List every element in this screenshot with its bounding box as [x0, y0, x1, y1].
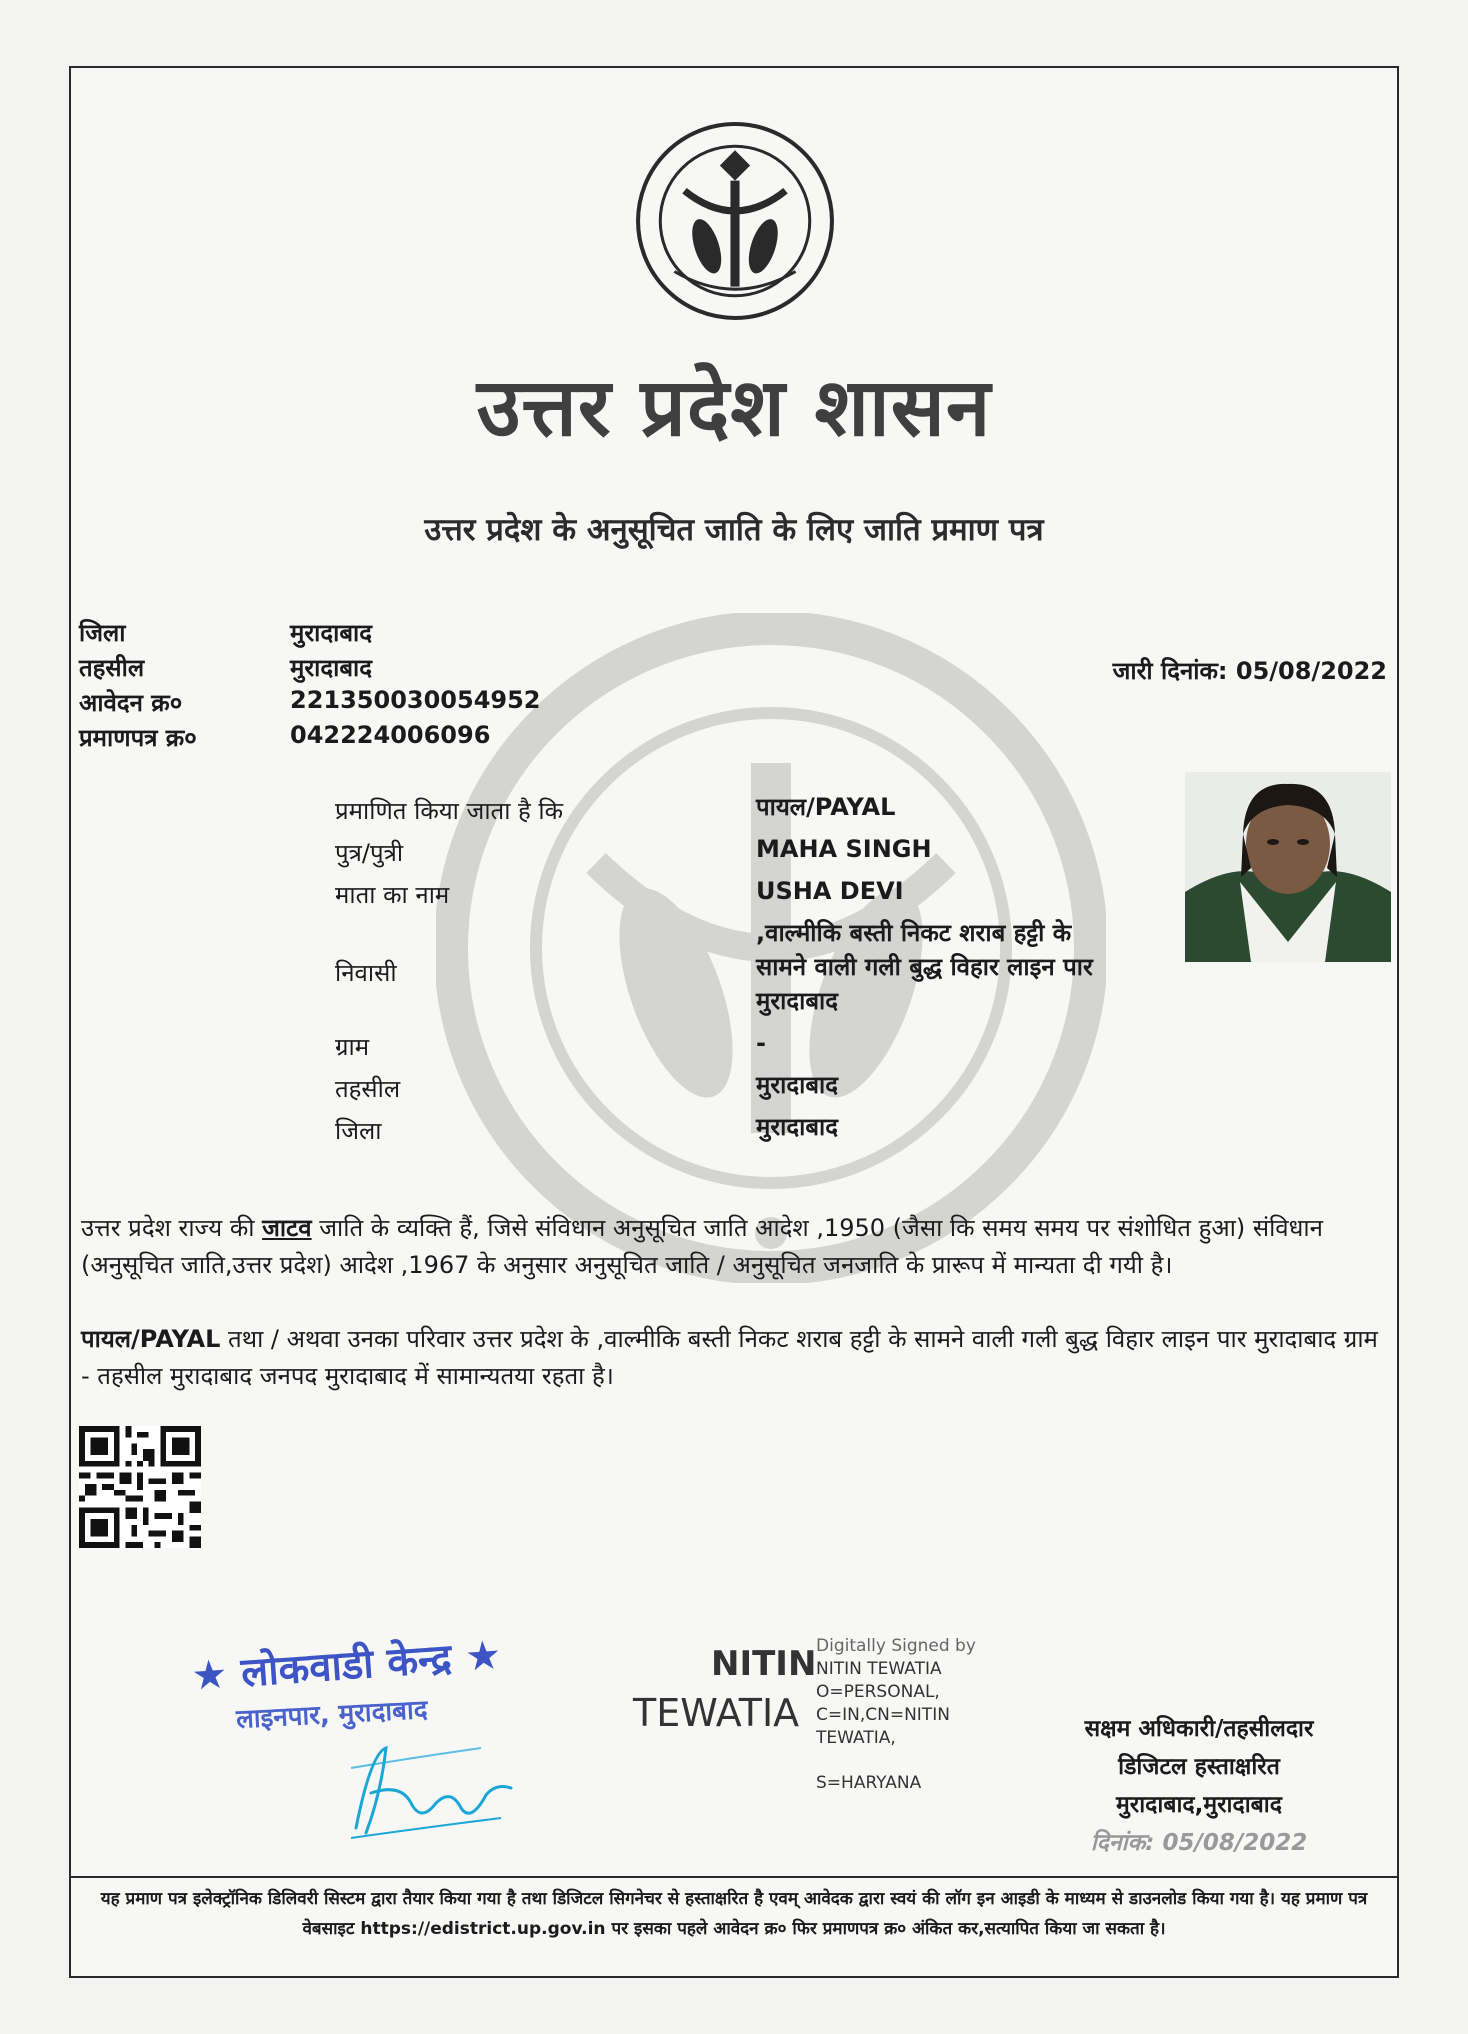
- resident-line-3: मुरादाबाद: [756, 987, 839, 1015]
- meta-certificate-number: 042224006096: [290, 721, 491, 749]
- caste-statement: [81, 1210, 1381, 1284]
- signature-line-3: O=PERSONAL,: [816, 1682, 940, 1702]
- resident-line-2: सामने वाली गली बुद्ध विहार लाइन पार: [756, 953, 1093, 981]
- signature-line-1: Digitally Signed by: [816, 1636, 976, 1656]
- signature-line-5: TEWATIA,: [816, 1728, 896, 1748]
- village-value: -: [756, 1029, 766, 1057]
- certified-label: प्रमाणित किया जाता है कि: [335, 797, 564, 825]
- certificate-subtitle: उत्तर प्रदेश के अनुसूचित जाति के लिए जाति प्रमाण पत्र: [424, 512, 1044, 548]
- resident-line-1: ,वाल्मीकि बस्ती निकट शराब हट्टी के: [756, 919, 1072, 947]
- officer-digital-signed: डिजिटल हस्ताक्षरित: [1118, 1754, 1280, 1780]
- resident-label: निवासी: [335, 959, 397, 987]
- village-label: ग्राम: [335, 1033, 370, 1061]
- signer-first-name: NITIN: [711, 1644, 817, 1684]
- residence-statement: [81, 1321, 1381, 1395]
- parent-label: पुत्र/पुत्री: [335, 839, 404, 867]
- signature-line-6: S=HARYANA: [816, 1773, 922, 1793]
- parent-name: MAHA SINGH: [756, 835, 932, 863]
- footer-divider: [71, 1876, 1397, 1878]
- mother-label: माता का नाम: [335, 881, 450, 909]
- caste-statement-start: उत्तर प्रदेश राज्य की: [81, 1214, 263, 1242]
- certificate-frame: [69, 66, 1399, 1978]
- up-emblem-icon: [634, 120, 836, 322]
- caste-name: जाटव: [262, 1214, 312, 1242]
- meta-tehsil-label: तहसील: [79, 654, 145, 682]
- signer-last-name: TEWATIA: [633, 1691, 800, 1735]
- stamp-center-name: ★ लोकवाडी केन्द्र ★: [189, 1632, 503, 1700]
- signature-line-2: NITIN TEWATIA: [816, 1659, 942, 1679]
- meta-application-number: 221350030054952: [290, 686, 541, 714]
- officer-designation: सक्षम अधिकारी/तहसीलदार: [1084, 1716, 1314, 1742]
- residence-statement-rest: तथा / अथवा उनका परिवार उत्तर प्रदेश के ,वाल्मीकि बस्ती निकट शराब हट्टी के सामने वाली गली बुद्ध विहार लाइन पार मुरादाबाद ग्राम - तहसील मुरादाबाद जनपद मुरादाबाद में सामान्यतया रहता है।: [81, 1325, 1378, 1390]
- certified-name: पायल/PAYAL: [756, 793, 896, 821]
- footer-note: यह प्रमाण पत्र इलेक्ट्रॉनिक डिलिवरी सिस्टम द्वारा तैयार किया गया है तथा डिजिटल सिगनेचर से हस्ताक्षरित है एवम् आवेदक द्वारा स्वयं की लॉग इन आइडी के माध्यम से डाउनलोड किया गया है। यह प्रमाण पत्र वेबसाइट https://edistrict.up.gov.in पर इसका पहले आवेदन क्र० फिर प्रमाणपत्र क्र० अंकित कर,सत्यापित किया जा सकता है।: [100, 1889, 1368, 1939]
- meta-district-label: जिला: [79, 619, 126, 647]
- officer-location: मुरादाबाद,मुरादाबाद: [1116, 1792, 1282, 1818]
- officer-date: दिनांक: 05/08/2022: [1090, 1830, 1308, 1856]
- signature-line-4: C=IN,CN=NITIN: [816, 1705, 950, 1725]
- issue-date: जारी दिनांक: 05/08/2022: [1112, 657, 1387, 685]
- caste-statement-rest: जाति के व्यक्ति हैं, जिसे संविधान अनुसूचित जाति आदेश ,1950 (जैसा कि समय समय पर संशोधित हुआ) संविधान (अनुसूचित जाति,उत्तर प्रदेश) आदेश ,1967 के अनुसार अनुसूचित जाति / अनुसूचित जनजाति के प्रारूप में मान्यता दी गयी है।: [81, 1214, 1323, 1279]
- meta-district-value: मुरादाबाद: [290, 619, 373, 647]
- resident-address: [756, 916, 1196, 1018]
- detail-tehsil-label: तहसील: [335, 1075, 401, 1103]
- detail-tehsil-value: मुरादाबाद: [756, 1071, 839, 1099]
- detail-district-label: जिला: [335, 1117, 382, 1145]
- meta-application-label: आवेदन क्र०: [79, 689, 183, 717]
- detail-district-value: मुरादाबाद: [756, 1113, 839, 1141]
- mother-name: USHA DEVI: [756, 877, 904, 905]
- residence-statement-name: पायल/PAYAL: [81, 1325, 221, 1353]
- officer-block: [999, 1710, 1399, 1862]
- handwritten-signature: [341, 1733, 521, 1848]
- digital-signature-details: [816, 1635, 1016, 1795]
- applicant-photo: [1185, 772, 1391, 962]
- meta-tehsil-value: मुरादाबाद: [290, 654, 373, 682]
- meta-certificate-label: प्रमाणपत्र क्र०: [79, 724, 197, 752]
- main-title: उत्तर प्रदेश शासन: [476, 361, 992, 454]
- qr-code: [79, 1426, 201, 1548]
- stamp-location: लाइनपार, मुरादाबाद: [235, 1695, 429, 1735]
